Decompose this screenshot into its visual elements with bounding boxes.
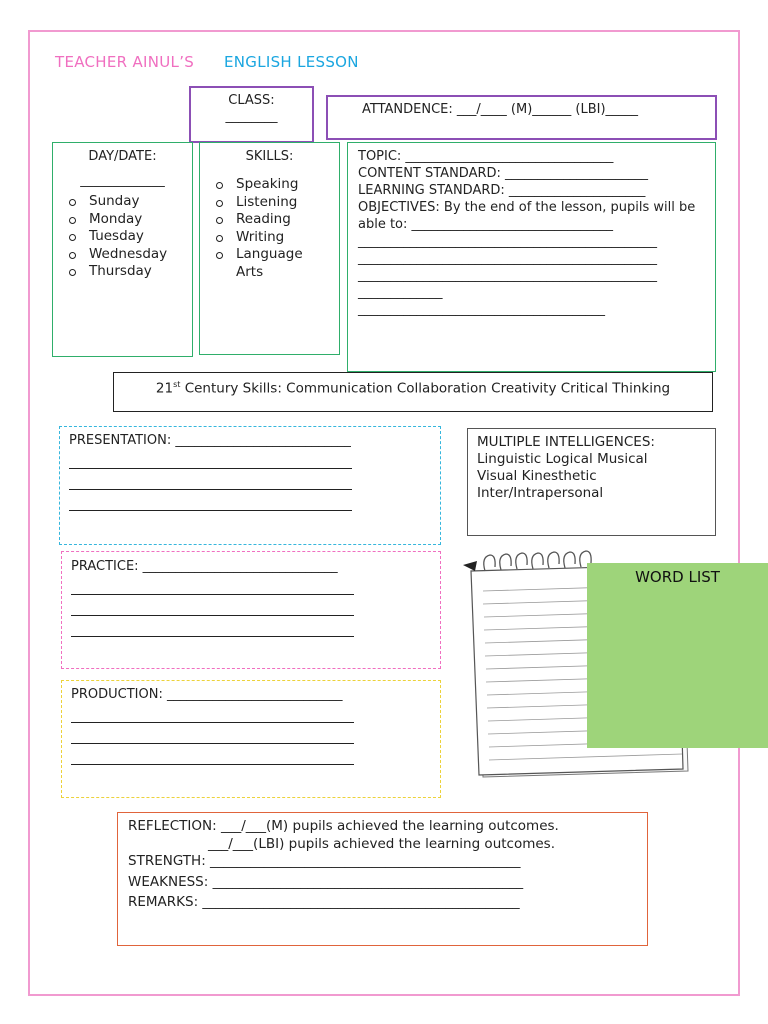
objectives-line: ______________________________________ [358,302,605,317]
mi-label: MULTIPLE INTELLIGENCES: [477,434,655,450]
class-box [189,86,314,143]
production-label: PRODUCTION: ___________________________ [71,687,343,702]
topic-field: TOPIC: ________________________________ [358,149,614,164]
header-subject: ENGLISH LESSON [224,53,359,71]
century-number: 21 [155,380,174,397]
day-item: Wednesday [67,246,192,264]
writing-line [69,490,352,511]
objectives-line: ______________________________________________ [358,268,657,283]
skills-label: SKILLS: [245,149,294,164]
century-skills-box [113,372,713,412]
skill-item: Writing [214,229,339,247]
writing-line [71,574,354,595]
strength-field: STRENGTH: ______________________________________________ [128,853,521,869]
header-teacher: TEACHER AINUL’S [55,53,195,71]
writing-line [71,616,354,637]
content-standard-field: CONTENT STANDARD: ______________________ [358,166,649,181]
multiple-intelligences-box [467,428,716,536]
day-date-label: DAY/DATE: [88,149,157,164]
skills-list [200,176,339,281]
objectives-field: OBJECTIVES: By the end of the lesson, pupils will be able to: _______________________________ [358,200,696,232]
skill-item: Listening [214,194,339,212]
writing-line [71,723,354,744]
attendance-text: ATTANDENCE: ___/____ (M)______ (LBI)_____ [362,102,639,117]
practice-box [61,551,441,669]
skill-item: Language Arts [214,246,306,281]
century-sup: st [173,380,181,389]
class-blank: ________ [225,109,278,124]
practice-lines [71,574,440,637]
remarks-field: REMARKS: _______________________________________________ [128,894,520,910]
presentation-box [59,426,441,545]
mi-line: Inter/Intrapersonal [477,485,604,501]
day-date-blank: _____________ [80,173,165,188]
writing-line [69,469,352,490]
skill-item: Speaking [214,176,339,194]
writing-line [71,595,354,616]
reflection-line: REFLECTION: ___/___(M) pupils achieved the learning outcomes. [128,818,559,834]
production-lines [71,702,440,765]
skill-item: Reading [214,211,339,229]
century-skills-text: Century Skills: Communication Collaboration Creativity Critical Thinking [180,380,671,397]
weakness-field: WEAKNESS: ______________________________________________ [128,873,524,890]
day-item: Sunday [67,193,192,211]
objectives-line: ______________________________________________ [358,234,657,249]
mi-line: Visual Kinesthetic [477,468,597,484]
word-list-box [587,563,768,748]
writing-line [71,702,354,723]
presentation-label: PRESENTATION: ___________________________ [69,433,351,448]
writing-line [69,448,352,469]
learning-standard-field: LEARNING STANDARD: _____________________ [358,183,646,198]
objectives-line: ______________________________________________ [358,251,657,266]
attendance-box [326,95,717,140]
lesson-info-box [347,142,716,372]
reflection-box [117,812,648,946]
production-box [61,680,441,798]
word-list-title: WORD LIST [635,568,720,586]
objectives-line: _____________ [358,285,443,300]
writing-line [71,744,354,765]
practice-label: PRACTICE: ______________________________ [71,559,338,574]
day-item: Tuesday [67,228,192,246]
day-item: Thursday [67,263,192,281]
class-label: CLASS: [228,93,275,108]
reflection-line: ___/___(LBI) pupils achieved the learning outcomes. [208,835,556,852]
day-date-box [52,142,193,357]
day-list [53,193,192,281]
day-item: Monday [67,211,192,229]
mi-line: Linguistic Logical Musical [477,451,648,467]
presentation-lines [69,448,440,511]
skills-box [199,142,340,355]
